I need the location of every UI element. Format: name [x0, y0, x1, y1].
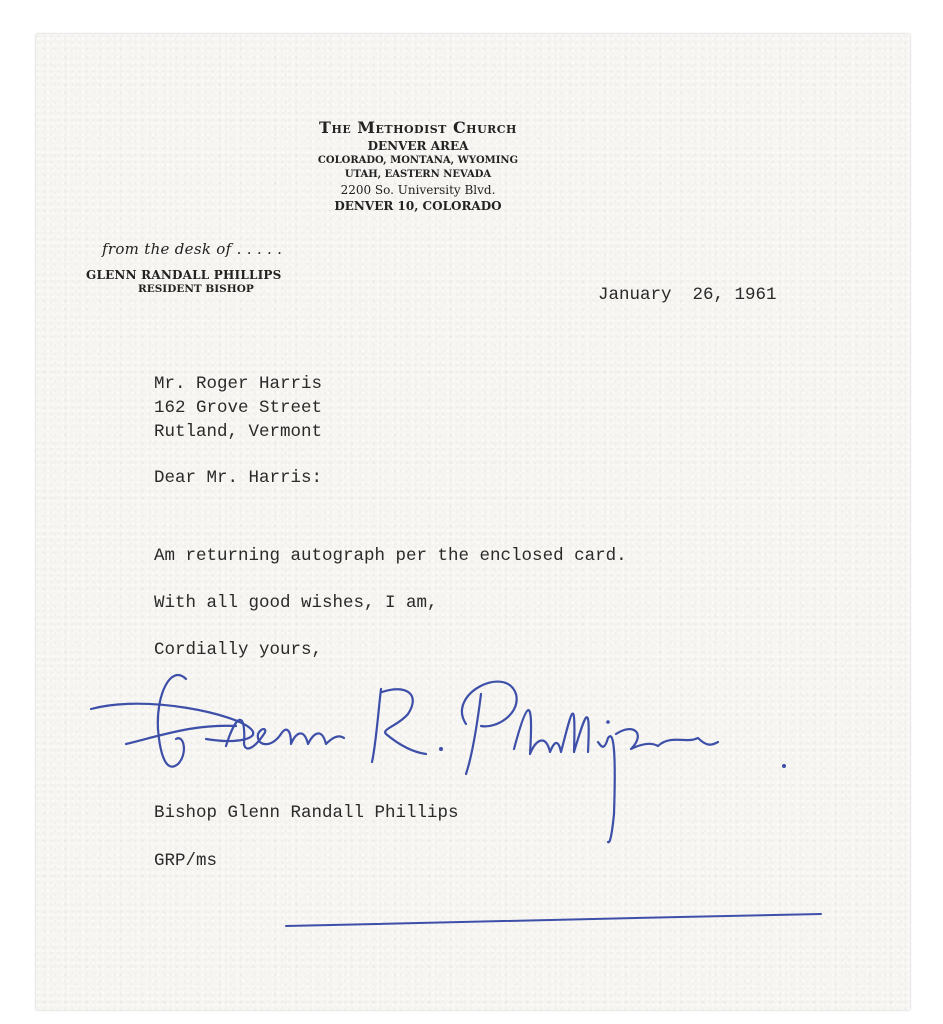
letter-paper: [36, 34, 910, 1010]
letter-closing: Cordially yours,: [154, 640, 323, 660]
letterhead-states-line2: UTAH, EASTERN NEVADA: [344, 168, 492, 180]
letterhead-states-line1: COLORADO, MONTANA, WYOMING: [317, 155, 519, 167]
recipient-name: Mr. Roger Harris: [154, 374, 323, 394]
handwritten-signature: [86, 634, 846, 934]
desk-block: [86, 240, 346, 295]
letterhead: [36, 118, 910, 215]
desk-title: RESIDENT BISHOP: [138, 283, 254, 295]
typist-initials: GRP/ms: [154, 851, 218, 871]
letter-wishes: With all good wishes, I am,: [154, 593, 438, 613]
letterhead-city: DENVER 10, COLORADO: [334, 198, 502, 213]
signer-name: Bishop Glenn Randall Phillips: [154, 803, 459, 823]
recipient-street: 162 Grove Street: [154, 398, 323, 418]
letterhead-street: 2200 So. University Blvd.: [340, 183, 496, 198]
desk-intro: from the desk of . . . . .: [102, 240, 283, 258]
recipient-address: [154, 372, 322, 444]
letter-body: Am returning autograph per the enclosed card.: [154, 546, 627, 566]
letterhead-area: DENVER AREA: [367, 138, 469, 153]
salutation: Dear Mr. Harris:: [154, 468, 323, 488]
desk-name: GLENN RANDALL PHILLIPS: [86, 268, 282, 282]
letterhead-organization: The Methodist Church: [319, 118, 517, 137]
letter-date: January 26, 1961: [598, 285, 777, 305]
recipient-city: Rutland, Vermont: [154, 422, 323, 442]
